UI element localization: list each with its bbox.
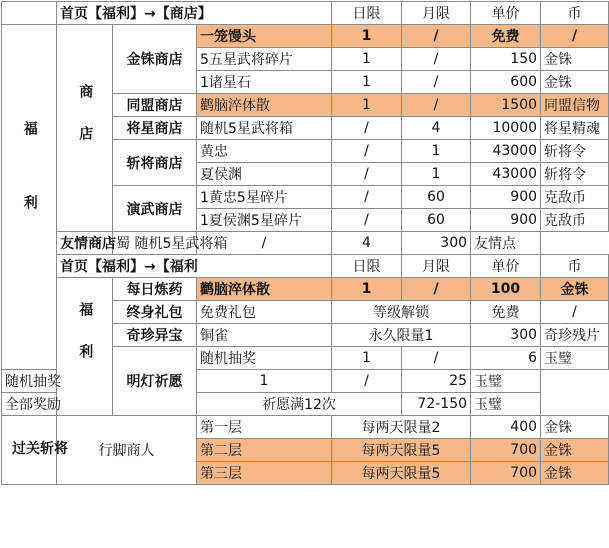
currency: 金铢 bbox=[541, 439, 609, 462]
unit-price: 43000 bbox=[471, 140, 541, 163]
day-limit: 1 bbox=[197, 370, 332, 393]
corner-cell bbox=[2, 2, 57, 25]
limit-text: 每两天限量5 bbox=[332, 462, 471, 485]
currency: 玉璧 bbox=[541, 347, 609, 370]
item-name: 全部奖励 bbox=[2, 393, 57, 416]
item-name: 鹳脑淬体散 bbox=[197, 278, 332, 301]
welfare-name-lifetime-gift: 终身礼包 bbox=[113, 301, 197, 324]
currency: / bbox=[541, 301, 609, 324]
currency: 奇珍残片 bbox=[541, 324, 609, 347]
limit-text: 永久限量1 bbox=[332, 324, 471, 347]
month-limit: 1 bbox=[402, 163, 471, 186]
welfare-header-row bbox=[2, 255, 609, 278]
unit-price: 900 bbox=[471, 186, 541, 209]
item-name: 随机抽奖 bbox=[2, 370, 57, 393]
item-name: 黄忠 bbox=[197, 140, 332, 163]
currency: 同盟信物 bbox=[541, 94, 609, 117]
welfare-name-treasure: 奇珍异宝 bbox=[113, 324, 197, 347]
currency: / bbox=[541, 25, 609, 48]
shop-breadcrumb: 首页【福利】→【商店】 bbox=[57, 2, 332, 25]
month-limit: / bbox=[402, 94, 471, 117]
welfare-breadcrumb: 首页【福利】→【福利 bbox=[57, 255, 332, 278]
item-name: 一笼馒头 bbox=[197, 25, 332, 48]
unit-price: 免费 bbox=[471, 25, 541, 48]
currency: 玉璧 bbox=[471, 370, 541, 393]
unit-price: 免费 bbox=[471, 301, 541, 324]
limit-text: 等级解锁 bbox=[332, 301, 471, 324]
day-limit: 1 bbox=[332, 25, 402, 48]
item-name: 1黄忠5星碎片 bbox=[197, 186, 332, 209]
item-name: 第三层 bbox=[197, 462, 332, 485]
limit-text: 每两天限量5 bbox=[332, 439, 471, 462]
table-row bbox=[2, 25, 609, 48]
item-name: 1夏侯渊5星碎片 bbox=[197, 209, 332, 232]
table-row bbox=[2, 416, 609, 439]
month-limit: / bbox=[402, 71, 471, 94]
day-limit: 1 bbox=[332, 94, 402, 117]
item-name: 第二层 bbox=[197, 439, 332, 462]
day-limit: / bbox=[332, 209, 402, 232]
item-name: 5五星武将碎片 bbox=[197, 48, 332, 71]
month-limit: / bbox=[402, 25, 471, 48]
unit-price: 700 bbox=[471, 439, 541, 462]
currency: 克敌币 bbox=[541, 209, 609, 232]
currency: 克敌币 bbox=[541, 186, 609, 209]
welfare-name-lantern-wish: 明灯祈愿 bbox=[113, 347, 197, 416]
shop-name-slay-general: 斩将商店 bbox=[113, 140, 197, 186]
unit-price: 300 bbox=[471, 324, 541, 347]
unit-price: 25 bbox=[402, 370, 471, 393]
category-label-welfare: 福利 bbox=[57, 278, 113, 416]
category-label-shop: 商店 bbox=[57, 25, 113, 232]
month-limit: / bbox=[402, 347, 471, 370]
unit-price: 43000 bbox=[471, 163, 541, 186]
unit-price: 10000 bbox=[471, 117, 541, 140]
item-name: 夏侯渊 bbox=[197, 163, 332, 186]
day-limit: / bbox=[197, 232, 332, 255]
currency: 友情点 bbox=[471, 232, 541, 255]
unit-price: 6 bbox=[471, 347, 541, 370]
column-month: 月限 bbox=[402, 255, 471, 278]
month-limit: 4 bbox=[332, 232, 402, 255]
month-limit: / bbox=[402, 278, 471, 301]
day-limit: 1 bbox=[332, 71, 402, 94]
unit-price: 100 bbox=[471, 278, 541, 301]
item-name: 随机5星武将箱 bbox=[197, 117, 332, 140]
currency: 金铢 bbox=[541, 278, 609, 301]
column-currency: 币 bbox=[541, 255, 609, 278]
shop-spreadsheet bbox=[1, 1, 609, 485]
unit-price: 600 bbox=[471, 71, 541, 94]
currency: 玉璧 bbox=[471, 393, 541, 416]
unit-price: 1500 bbox=[471, 94, 541, 117]
day-limit: / bbox=[332, 140, 402, 163]
table-row bbox=[2, 278, 609, 301]
unit-price: 400 bbox=[471, 416, 541, 439]
merchant-label: 行脚商人 bbox=[57, 416, 197, 485]
shop-header-row bbox=[2, 2, 609, 25]
day-limit: / bbox=[332, 117, 402, 140]
shop-name-general-star: 将星商店 bbox=[113, 117, 197, 140]
shop-name-martial: 演武商店 bbox=[113, 186, 197, 232]
section-label-boss: 过关斩将 bbox=[2, 416, 57, 485]
unit-price: 700 bbox=[471, 462, 541, 485]
column-price: 单价 bbox=[471, 255, 541, 278]
currency: 斩将令 bbox=[541, 163, 609, 186]
currency: 斩将令 bbox=[541, 140, 609, 163]
table-row bbox=[2, 232, 609, 255]
item-name: 免费礼包 bbox=[197, 301, 332, 324]
currency: 金铢 bbox=[541, 416, 609, 439]
column-day: 日限 bbox=[332, 255, 402, 278]
shop-name-gold: 金铢商店 bbox=[113, 25, 197, 94]
shop-name-friendship: 友情商店 bbox=[57, 232, 113, 255]
section-label-welfare: 福利 bbox=[2, 25, 57, 370]
welfare-name-daily-alchemy: 每日炼药 bbox=[113, 278, 197, 301]
shop-name-alliance: 同盟商店 bbox=[113, 94, 197, 117]
item-name: 第一层 bbox=[197, 416, 332, 439]
day-limit: / bbox=[332, 186, 402, 209]
item-name: 蜀 随机5星武将箱 bbox=[113, 232, 197, 255]
currency: 金铢 bbox=[541, 48, 609, 71]
month-limit: / bbox=[402, 48, 471, 71]
item-name: 1诸星石 bbox=[197, 71, 332, 94]
day-limit: 1 bbox=[332, 278, 402, 301]
unit-price: 72-150 bbox=[402, 393, 471, 416]
month-limit: / bbox=[332, 370, 402, 393]
day-limit: / bbox=[332, 163, 402, 186]
column-currency: 币 bbox=[541, 2, 609, 25]
column-day: 日限 bbox=[332, 2, 402, 25]
unit-price: 150 bbox=[471, 48, 541, 71]
limit-text: 每两天限量2 bbox=[332, 416, 471, 439]
month-limit: 1 bbox=[402, 140, 471, 163]
day-limit: 1 bbox=[332, 347, 402, 370]
currency: 金铢 bbox=[541, 71, 609, 94]
item-name: 铜雀 bbox=[197, 324, 332, 347]
item-name: 随机抽奖 bbox=[197, 347, 332, 370]
currency: 将星精魂 bbox=[541, 117, 609, 140]
limit-text: 祈愿满12次 bbox=[197, 393, 402, 416]
unit-price: 900 bbox=[471, 209, 541, 232]
day-limit: 1 bbox=[332, 48, 402, 71]
item-name: 鹳脑淬体散 bbox=[197, 94, 332, 117]
column-price: 单价 bbox=[471, 2, 541, 25]
month-limit: 60 bbox=[402, 186, 471, 209]
column-month: 月限 bbox=[402, 2, 471, 25]
currency: 金铢 bbox=[541, 462, 609, 485]
unit-price: 300 bbox=[402, 232, 471, 255]
month-limit: 4 bbox=[402, 117, 471, 140]
month-limit: 60 bbox=[402, 209, 471, 232]
